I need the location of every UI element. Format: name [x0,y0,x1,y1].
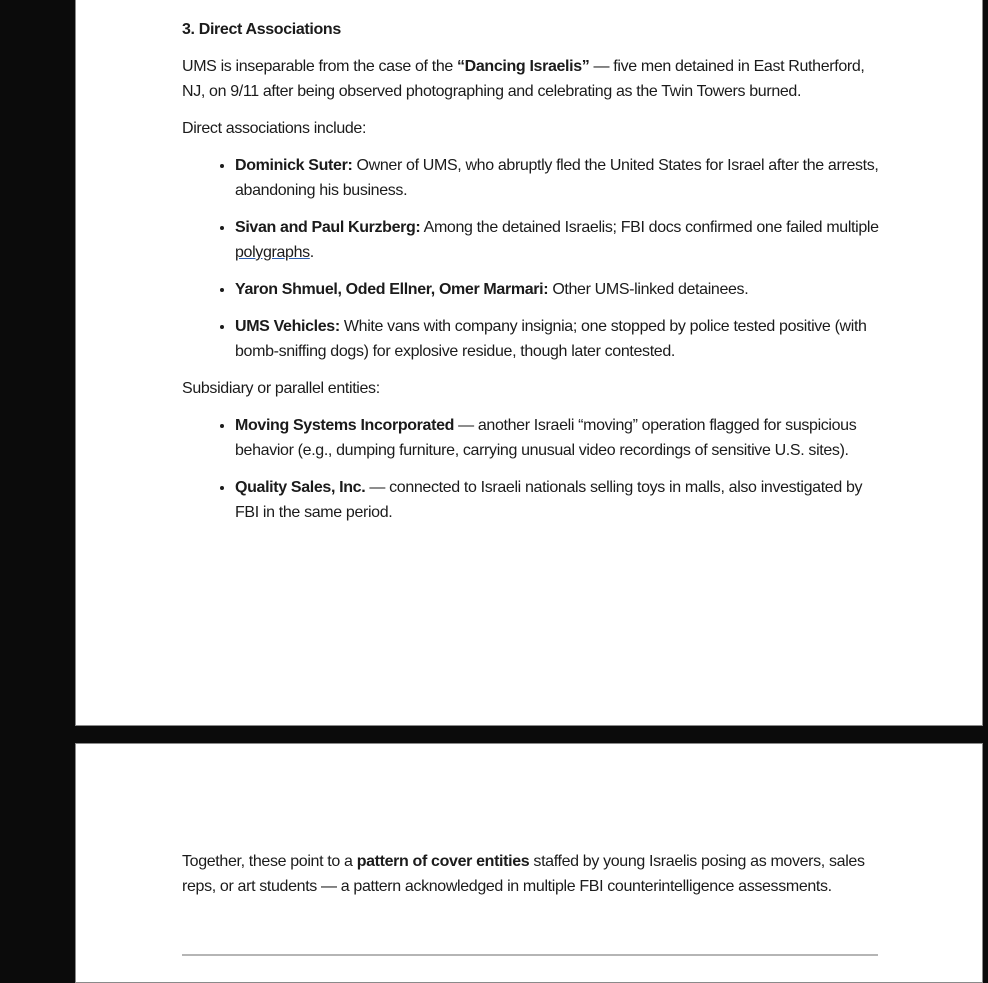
bold-text: Dominick Suter: [235,157,353,174]
text: — five men detained in East Rutherford, NJ, on 9/11 after being observed photographing and celebrating as the Twin Towers burned. [182,58,865,100]
polygraphs-link[interactable]: polygraphs [235,244,310,261]
bold-text: “Dancing Israelis” [457,58,590,75]
page-content [182,849,882,911]
bold-text: Sivan and Paul Kurzberg: [235,219,421,236]
bold-text: pattern of cover entities [356,853,530,870]
text: White vans with company insignia; one stopped by police tested positive (with bomb-sniffing dogs) for explosive residue, though later contested. [235,318,867,360]
list-item [235,413,882,463]
text: UMS is inseparable from the case of the [182,58,458,75]
text: Other UMS-linked detainees. [548,281,749,298]
direct-label: Direct associations include: [182,120,367,137]
list-item [235,153,882,203]
subsidiary-label: Subsidiary or parallel entities: [182,380,380,397]
document-page-2 [75,743,983,983]
list-item [235,314,882,364]
list-item [235,277,882,302]
text: Owner of UMS, who abruptly fled the United States for Israel after the arrests, abandoning his business. [235,157,879,199]
list-item [235,475,882,525]
page-content [182,17,882,537]
subsidiary-list [182,413,882,525]
bold-text: Quality Sales, Inc. [235,479,366,496]
intro-paragraph [182,54,882,104]
direct-associations-list [182,153,882,364]
bold-text: Yaron Shmuel, Oded Ellner, Omer Marmari: [235,281,549,298]
section-heading: 3. Direct Associations [182,21,341,38]
text: — another Israeli “moving” operation flagged for suspicious behavior (e.g., dumping furniture, carrying unusual video recordings of sensitive U.S. sites). [235,417,857,459]
list-item [235,215,882,265]
document-page-1 [75,0,983,726]
text: staffed by young Israelis posing as movers, sales reps, or art students — a pattern acknowledged in multiple FBI counterintelligence assessments. [182,853,865,895]
text: Together, these point to a [182,853,357,870]
bold-text: UMS Vehicles: [235,318,340,335]
text: . [309,244,314,261]
conclusion-paragraph [182,849,882,899]
bold-text: Moving Systems Incorporated [235,417,455,434]
text: Among the detained Israelis; FBI docs confirmed one failed multiple [420,219,879,236]
text: — connected to Israeli nationals selling toys in malls, also investigated by FBI in the same period. [235,479,863,521]
